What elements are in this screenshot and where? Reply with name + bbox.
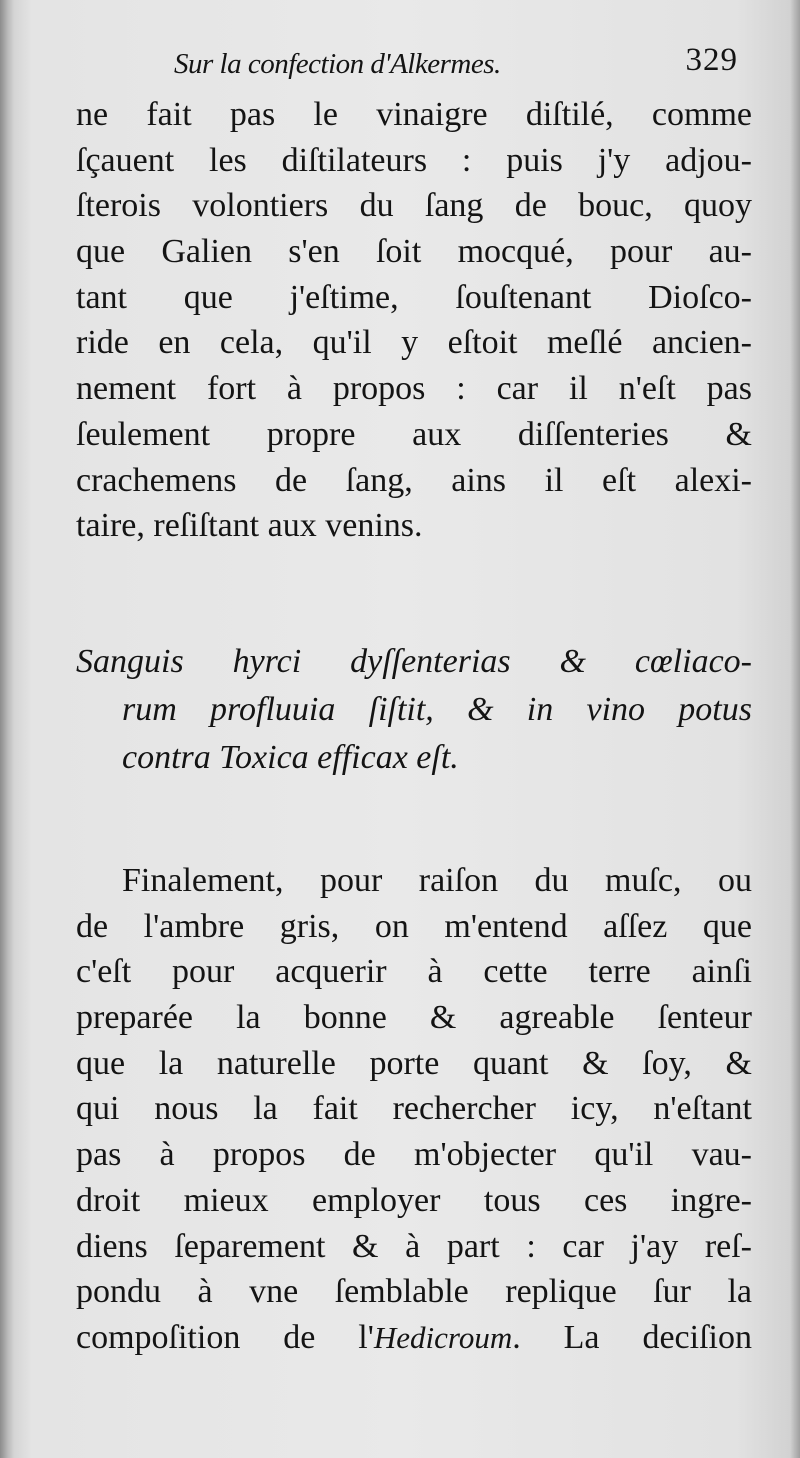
paragraph-1 <box>76 92 752 549</box>
page-gutter-shadow <box>0 0 14 1458</box>
text-line: que Galien s'en ſoit mocqué, pour au- <box>76 233 752 271</box>
text-line: ſeulement propre aux diſſenteries & <box>76 415 752 453</box>
text-line: droit mieux employer tous ces ingre- <box>76 1181 752 1219</box>
text-line: preparée la bonne & agreable ſenteur <box>76 999 752 1037</box>
paragraph-2 <box>76 858 752 1361</box>
quote-line: contra Toxica efficax eſt. <box>122 739 459 776</box>
quote-line: Sanguis hyrci dyſſenterias & cœliaco- <box>76 643 752 680</box>
text-line: pas à propos de m'objecter qu'il vau- <box>76 1136 752 1174</box>
text-line: ſçauent les diſtilateurs : puis j'y adjou- <box>76 141 752 179</box>
text-line: crachemens de ſang, ains il eſt alexi- <box>76 461 752 499</box>
page-number: 329 <box>685 42 738 78</box>
text-line: tant que j'eſtime, ſouſtenant Dioſco- <box>76 278 752 316</box>
text-line: ne fait pas le vinaigre diſtilé, comme <box>76 96 752 133</box>
page-header <box>76 40 748 88</box>
text-line: de l'ambre gris, on m'entend aſſez que <box>76 907 752 945</box>
text-line: diens ſeparement & à part : car j'ay reſ- <box>76 1227 752 1265</box>
text-line: qui nous la fait rechercher icy, n'eſtant <box>76 1090 752 1128</box>
text-line: c'eſt pour acquerir à cette terre ainſi <box>76 953 752 991</box>
text-line: Finalement, pour raiſon du muſc, ou <box>122 862 752 899</box>
text-segment: . La deciſion <box>512 1318 752 1356</box>
italic-word: Hedicroum <box>373 1319 513 1355</box>
text-line-last <box>76 1315 752 1361</box>
running-head: Sur la confection d'Alkermes. <box>174 48 501 80</box>
text-line: ride en cela, qu'il y eſtoit meſlé ancien- <box>76 324 752 362</box>
quote-line: rum profluuia ſiſtit, & in vino potus <box>122 691 752 728</box>
text-line: que la naturelle porte quant & ſoy, & <box>76 1044 752 1082</box>
latin-quotation <box>76 638 752 782</box>
text-line: ſterois volontiers du ſang de bouc, quoy <box>76 187 752 225</box>
text-segment: compoſition de l' <box>76 1318 374 1356</box>
text-line: pondu à vne ſemblable replique ſur la <box>76 1273 752 1311</box>
text-line: taire, reſiſtant aux venins. <box>76 507 423 545</box>
page-edge-shadow <box>790 0 800 1458</box>
text-line: nement fort à propos : car il n'eſt pas <box>76 370 752 408</box>
